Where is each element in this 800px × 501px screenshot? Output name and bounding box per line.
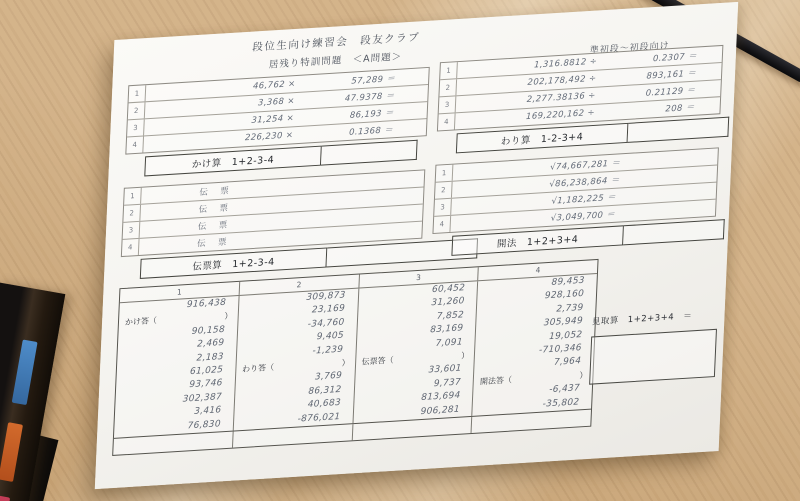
- worksheet-paper: [95, 2, 738, 489]
- column-header: 1: [120, 282, 240, 302]
- mitori-value: 19,052: [548, 329, 583, 342]
- row-number: 2: [435, 182, 453, 199]
- column-header: 3: [359, 267, 479, 287]
- mitori-value: 31,260: [431, 296, 465, 309]
- answer-label-close: ）: [341, 358, 350, 368]
- mitori-column-2: [233, 289, 358, 431]
- answer-label-close: ）: [579, 370, 588, 381]
- mitori-value: 928,160: [544, 289, 585, 302]
- operand-left: 31,254 ×: [251, 113, 295, 126]
- square-root-table: [432, 147, 718, 234]
- audience-note: 準初段～初段向け: [589, 41, 670, 57]
- mitori-value: 40,683: [307, 398, 342, 411]
- row-number: 1: [436, 165, 454, 182]
- operand-left: 2,277.38136 ÷: [526, 90, 596, 106]
- operand-left: 226,230 ×: [244, 130, 294, 144]
- voucher-text: 伝 票: [196, 237, 229, 250]
- mitori-value: 813,694: [420, 390, 461, 404]
- answer-label-close: ）: [224, 311, 233, 322]
- operand-left: 169,220,162 ÷: [525, 107, 596, 123]
- mitori-answer-box: [589, 329, 717, 385]
- mitori-value: 33,601: [428, 363, 462, 376]
- row-number: 1: [124, 188, 142, 205]
- voucher-text: 伝 票: [198, 203, 231, 216]
- mitori-value: 86,312: [308, 384, 342, 397]
- root-expression: √74,667,281 ＝: [549, 158, 621, 173]
- mitori-value: 83,169: [429, 323, 464, 336]
- operand-left: 3,368 ×: [257, 96, 296, 109]
- mitori-value: 305,949: [543, 316, 584, 329]
- mitori-value: 906,281: [420, 404, 461, 417]
- row-number: 1: [440, 62, 458, 79]
- mitori-value: 309,873: [306, 290, 346, 303]
- mitori-value: -710,346: [538, 343, 582, 356]
- row-number: 4: [433, 216, 451, 233]
- answer-label-text: わり答（: [241, 362, 275, 374]
- mitori-value: 7,964: [553, 356, 582, 369]
- answer-label-text: 開法答（: [479, 375, 513, 387]
- mitori-value: 7,091: [435, 336, 464, 349]
- answer-label-text: 伝票答（: [361, 355, 394, 367]
- root-expression: √1,182,225 ＝: [551, 192, 617, 207]
- mitori-value: -1,239: [312, 344, 344, 357]
- operand-right: 86,193 ＝: [349, 108, 395, 121]
- mitori-table: [112, 259, 598, 456]
- division-table: [437, 45, 723, 132]
- mitori-value: 90,158: [191, 324, 226, 337]
- orange-sticker: [0, 422, 23, 482]
- operand-left: 202,178,492 ÷: [527, 73, 597, 88]
- mitori-value: 9,737: [433, 377, 462, 389]
- mitori-value: 76,830: [187, 418, 222, 431]
- row-number: 3: [439, 96, 457, 113]
- mitori-answer-label-text: 見取算 1+2+3+4 ＝: [591, 311, 693, 328]
- row-number: 4: [122, 239, 140, 256]
- operand-right: 47.9378 ＝: [344, 91, 395, 105]
- row-number: 2: [128, 102, 146, 119]
- column-header: 2: [239, 275, 359, 295]
- column-header: 4: [535, 265, 541, 275]
- answer-label-close: ）: [461, 350, 470, 361]
- mitori-value: 23,169: [311, 303, 346, 316]
- book-spine: [0, 282, 65, 501]
- division-label: わり算 1-2-3+4: [456, 123, 629, 154]
- row-number: 3: [434, 199, 452, 216]
- mitori-value: 61,025: [189, 364, 224, 378]
- operand-left: 46,762 ×: [252, 79, 296, 92]
- operand-right: 893,161 ＝: [646, 68, 697, 82]
- red-sticker: [0, 495, 10, 501]
- page-subtitle: 居残り特訓問題 ＜A問題＞: [268, 51, 403, 71]
- operand-right: 57,289 ＝: [351, 73, 396, 87]
- mitori-value: 2,739: [556, 302, 584, 315]
- mitori-column-1: [114, 296, 239, 438]
- row-number: 3: [127, 119, 145, 136]
- mitori-value: 9,405: [316, 330, 345, 343]
- blue-sticker: [12, 339, 38, 405]
- mitori-value: 93,746: [189, 378, 223, 391]
- operand-right: 0.1368 ＝: [348, 125, 394, 138]
- row-number: 1: [129, 85, 147, 102]
- mitori-value: 3,416: [193, 405, 222, 418]
- mitori-value: 7,852: [436, 309, 465, 322]
- voucher-label: 伝票算 1+2-3-4: [140, 247, 328, 279]
- mitori-value: -35,802: [542, 396, 580, 410]
- page-title: 段位生向け練習会 段友クラブ: [252, 31, 421, 54]
- multiplication-answer-box: [321, 140, 418, 166]
- voucher-text: 伝 票: [197, 220, 230, 233]
- division-answer-box: [628, 117, 730, 143]
- row-number: 3: [123, 222, 141, 239]
- root-expression: √3,049,700 ＝: [550, 209, 616, 224]
- row-number: 4: [438, 113, 456, 130]
- mitori-column-3: [353, 281, 478, 423]
- mitori-value: -6,437: [548, 383, 581, 396]
- mitori-column-4: [473, 274, 597, 416]
- mitori-value: 916,438: [186, 297, 227, 311]
- operand-right: 208 ＝: [665, 102, 695, 115]
- operand-left: 1,316.8812 ÷: [533, 56, 598, 71]
- mitori-value: 302,387: [182, 391, 223, 405]
- mitori-value: 2,469: [196, 338, 225, 350]
- worksheet-header: [200, 26, 471, 75]
- row-number: 4: [126, 136, 144, 153]
- root-expression: √86,238,864 ＝: [549, 175, 620, 190]
- operand-right: 0.2307 ＝: [652, 51, 698, 65]
- voucher-text: 伝 票: [199, 186, 231, 199]
- mitori-value: 3,769: [314, 371, 343, 383]
- row-number: 2: [439, 79, 457, 96]
- mitori-value: 2,183: [196, 351, 224, 364]
- square-root-answer-box: [623, 219, 725, 245]
- answer-label-text: かけ答（: [124, 316, 158, 328]
- mitori-value: -876,021: [297, 411, 341, 425]
- mitori-value: -34,760: [307, 317, 345, 330]
- mitori-value: 89,453: [551, 275, 585, 288]
- row-number: 2: [123, 205, 141, 222]
- mitori-value: 60,452: [431, 283, 466, 296]
- multiplication-label: かけ算 1+2-3-4: [144, 146, 322, 177]
- square-root-label: 開法 1+2+3+4: [451, 225, 624, 256]
- operand-right: 0.21129 ＝: [645, 85, 696, 99]
- mitori-answer-section: [589, 307, 722, 384]
